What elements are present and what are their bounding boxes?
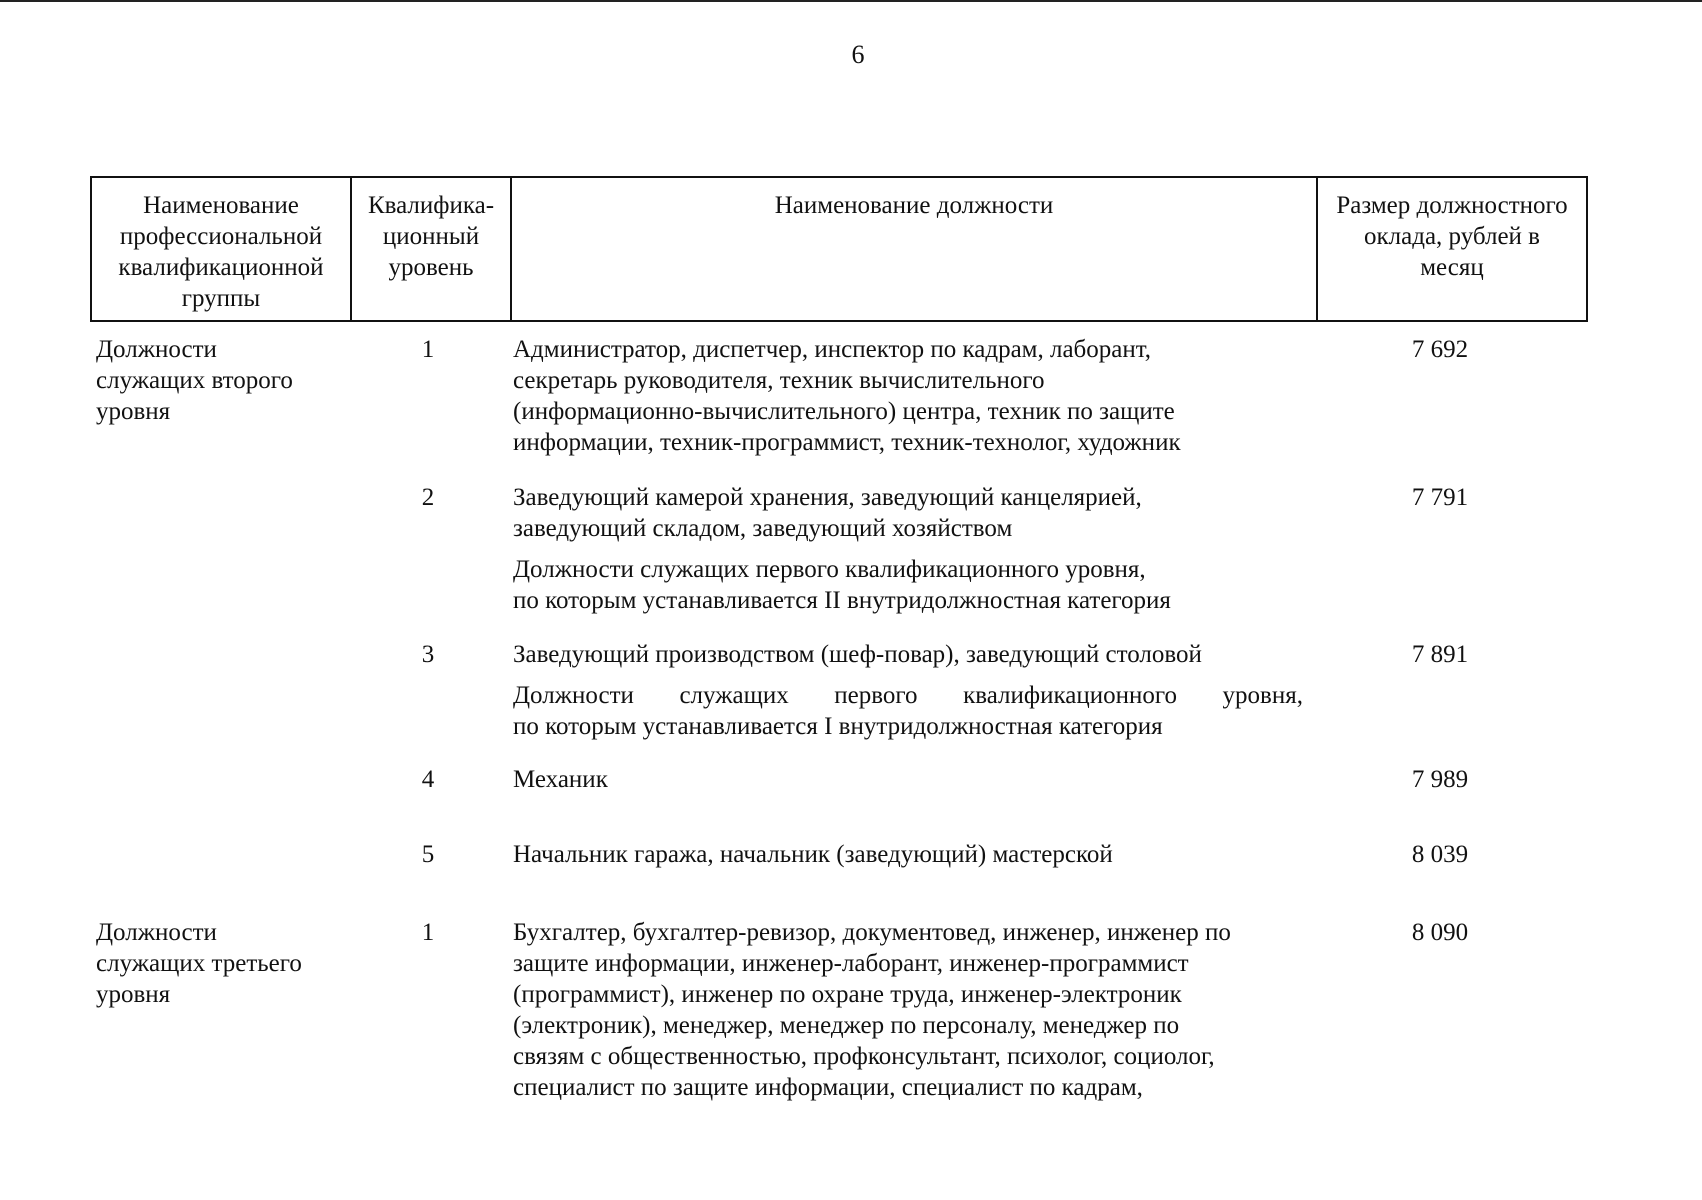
qualification-level: 4 [421,766,435,793]
position-titles [513,639,1303,752]
table-header [90,176,1588,322]
position-titles [513,482,1303,626]
header-position-name: Наименование должности [510,178,1316,320]
qualification-level: 1 [421,919,435,946]
header-group-name: Наименование профессиональной квалификационной группы [118,192,324,312]
position-titles [513,334,1303,468]
position-text: Должности служащих первого квалификационного уровня, по которым устанавливается II внутридолжностная категория [513,556,1171,614]
position-text: Администратор, диспетчер, инспектор по кадрам, лаборант, секретарь руководителя, техник вычислительного (информационно-вычислительного) центра, техник по защите информации, техник-программист, техник-технолог, художник [513,336,1181,456]
qualification-level: 3 [421,641,435,668]
qualification-level: 1 [421,336,435,363]
salary-value: 8 039 [1411,841,1469,868]
position-text: Заведующий производством (шеф-повар), заведующий столовой [513,641,1202,668]
position-text: Должности служащих первого квалификационного уровня, [513,682,1303,709]
position-text: Бухгалтер, бухгалтер-ревизор, документовед, инженер, инженер по защите информации, инженер-лаборант, инженер-программист (программист), инженер по охране труда, инженер-электроник (электроник), менеджер, менеджер по персоналу, менеджер по связям с общественностью, профконсультант, психолог, социолог, специалист по защите информации, специалист по кадрам, [513,919,1231,1101]
position-text: Заведующий камерой хранения, заведующий канцелярией, заведующий складом, заведующий хозяйством [513,484,1142,542]
position-titles [513,917,1303,1113]
salary-value: 7 692 [1411,336,1469,363]
position-titles [513,764,1303,805]
salary-value: 7 989 [1411,766,1469,793]
salary-value: 7 891 [1411,641,1469,668]
position-text: Начальник гаража, начальник (заведующий) мастерской [513,841,1113,868]
top-border-line [0,0,1702,2]
qualification-level: 2 [421,484,435,511]
qualification-level: 5 [421,841,435,868]
position-text: Механик [513,766,608,793]
salary-value: 7 791 [1411,484,1469,511]
header-qualification-level: Квалифика- ционный уровень [350,178,510,320]
header-salary: Размер должностного оклада, рублей в месяц [1316,178,1586,320]
position-titles [513,839,1303,880]
position-text: по которым устанавливается I внутридолжностная категория [513,713,1163,740]
group-name: Должности служащих второго уровня [96,336,293,425]
salary-value: 8 090 [1411,919,1469,946]
page-number: 6 [851,40,865,69]
group-name: Должности служащих третьего уровня [96,919,302,1008]
